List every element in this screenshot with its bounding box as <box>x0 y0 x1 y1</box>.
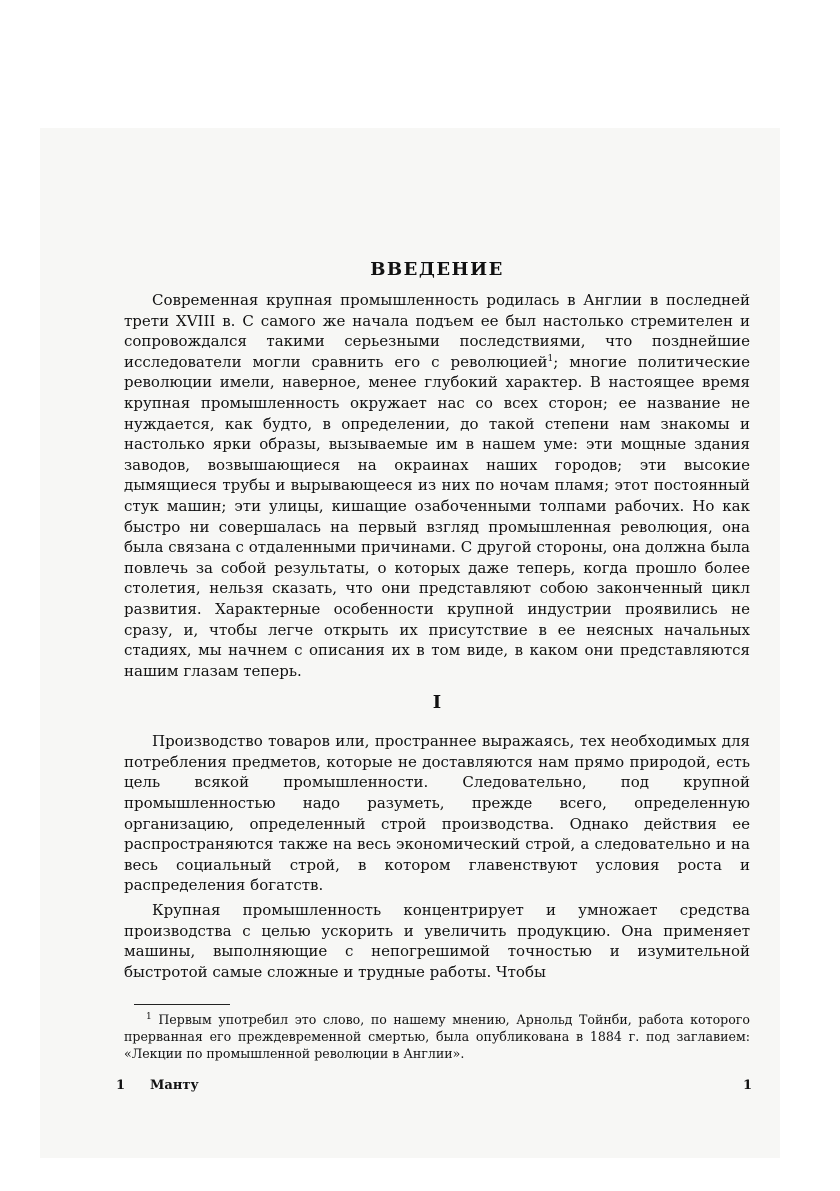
footnote-reference[interactable]: 1 <box>547 353 554 364</box>
section-paragraph-1: Производство товаров или, пространнее выражаясь, тех необходимых для потребления предметов, которые не доставляются нам прямо природой, есть цель всякой промышленности. Следовательно, под крупной промышленностью надо разуметь, прежде всего, определенную организацию, определенный строй производства. Однако действия ее распространяются также на весь экономический строй, а следовательно и на весь социальный строй, в котором главенствуют условия роста и распределения богатств. <box>124 732 750 895</box>
intro-text-before-ref: Современная крупная промышленность родилась в Англии в последней трети XVIII в. С самого же начала подъем ее был настолько стремителен и сопровождался такими серьезными последствиями, что позднейшие исследователи могли сравнить его с революцией <box>124 291 750 371</box>
section-heading: I <box>432 692 442 714</box>
intro-paragraph <box>124 290 750 681</box>
footnote-text: Первым употребил это слово, по нашему мнению, Арнольд Тойнби, работа которого прерванная его преждевременной смертью, была опубликована в 1884 г. под заглавием: «Лекции по промышленной революции в Англии». <box>124 1012 750 1062</box>
footnote <box>124 1011 750 1062</box>
section-paragraph-2: Крупная промышленность концентрирует и умножает средства производства с целью ускорить и увеличить продукцию. Она применяет машины, выполняющие с непогрешимой точностью и изумительной быстротой самые сложные и трудные работы. Чтобы <box>124 901 750 981</box>
page-body <box>124 252 750 1062</box>
intro-text-after-ref: ; многие политические революции имели, наверное, менее глубокий характер. В настоящее время крупная промышленность окружает нас со всех сторон; ее название не нуждается, как будто, в определении, до такой степени нам знакомы и настолько ярки образы, вызываемые им в нашем уме: эти мощные здания заводов, возвышающиеся на окраинах наших городов; эти высокие дымящиеся трубы и вырывающееся из них по ночам пламя; этот постоянный стук машин; эти улицы, кишащие озабоченными толпами рабочих. Но как быстро ни совершалась на первый взгляд промышленная революция, она была связана с отдаленными причинами. С другой стороны, она должна была повлечь за собой результаты, о которых даже теперь, когда прошло более столетия, нельзя сказать, что они представляют собою законченный цикл развития. Характерные особенности крупной индустрии проявились не сразу, и, чтобы легче открыть их присутствие в ее неясных начальных стадиях, мы начнем с описания их в том виде, в каком они представляются нашим глазам теперь. <box>124 352 750 680</box>
signature-number: 1 <box>116 1078 126 1093</box>
signature-title: Манту <box>150 1078 199 1093</box>
page-number: 1 <box>742 1078 752 1093</box>
footnote-divider <box>134 1004 230 1005</box>
footnote-marker: 1 <box>146 1012 152 1023</box>
chapter-title: ВВЕДЕНИЕ <box>370 259 504 280</box>
